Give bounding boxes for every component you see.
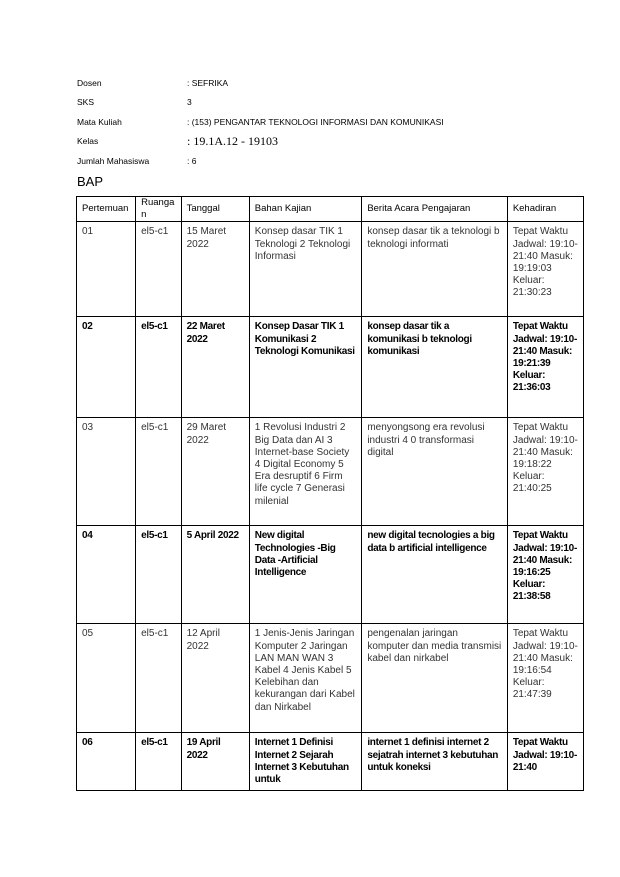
cell-berita: new digital tecnologies a big data b artificial intelligence [362, 526, 508, 624]
cell-berita: konsep dasar tik a teknologi b teknologi informati [362, 222, 508, 317]
jumlah-label: Jumlah Mahasiswa [77, 155, 150, 166]
course-info [77, 73, 587, 171]
table-row [77, 526, 584, 624]
cell-berita: pengenalan jaringan komputer dan media transmisi kabel dan nirkabel [362, 624, 508, 733]
cell-berita: internet 1 definisi internet 2 sejatrah internet 3 kebutuhan untuk koneksi [362, 733, 508, 791]
cell-bahan: Internet 1 Definisi Internet 2 Sejarah Internet 3 Kebutuhan untuk [249, 733, 362, 791]
table-row [77, 317, 584, 418]
cell-pertemuan: 02 [77, 317, 136, 418]
info-row-matkul [77, 112, 587, 132]
cell-kehadiran: Tepat Waktu Jadwal: 19:10-21:40 Masuk: 19:21:39 Keluar: 21:36:03 [507, 317, 583, 418]
header-kehadiran: Kehadiran [507, 197, 583, 222]
cell-ruangan: el5-c1 [136, 526, 181, 624]
table-header-row [77, 197, 584, 222]
jumlah-value: : 6 [187, 155, 197, 166]
cell-tanggal: 15 Maret 2022 [181, 222, 249, 317]
cell-tanggal: 22 Maret 2022 [181, 317, 249, 418]
cell-kehadiran: Tepat Waktu Jadwal: 19:10-21:40 [507, 733, 583, 791]
table-row [77, 222, 584, 317]
cell-tanggal: 12 April 2022 [181, 624, 249, 733]
header-ruangan: Ruangan [136, 197, 181, 222]
cell-kehadiran: Tepat Waktu Jadwal: 19:10-21:40 Masuk: 19:16:54 Keluar: 21:47:39 [507, 624, 583, 733]
cell-bahan: New digital Technologies -Big Data -Artificial Intelligence [249, 526, 362, 624]
header-bahan-kajian: Bahan Kajian [249, 197, 362, 222]
table-row [77, 733, 584, 791]
cell-ruangan: el5-c1 [136, 418, 181, 526]
header-tanggal: Tanggal [181, 197, 249, 222]
matkul-label: Mata Kuliah [77, 116, 122, 127]
kelas-label: Kelas [77, 136, 99, 147]
bap-title: BAP [77, 174, 104, 189]
info-row-kelas [77, 132, 587, 152]
cell-bahan: 1 Revolusi Industri 2 Big Data dan AI 3 Internet-base Society 4 Digital Economy 5 Era desruptif 6 Firm life cycle 7 Generasi milenial [249, 418, 362, 526]
sks-value: 3 [187, 97, 192, 108]
cell-tanggal: 19 April 2022 [181, 733, 249, 791]
matkul-value: : (153) PENGANTAR TEKNOLOGI INFORMASI DAN KOMUNIKASI [187, 116, 444, 127]
cell-berita: konsep dasar tik a komunikasi b teknologi komunikasi [362, 317, 508, 418]
cell-pertemuan: 04 [77, 526, 136, 624]
cell-tanggal: 5 April 2022 [181, 526, 249, 624]
cell-bahan: Konsep Dasar TIK 1 Komunikasi 2 Teknologi Komunikasi [249, 317, 362, 418]
kelas-value: : 19.1A.12 - 19103 [187, 133, 278, 148]
cell-ruangan: el5-c1 [136, 317, 181, 418]
bap-table [76, 196, 584, 791]
cell-pertemuan: 06 [77, 733, 136, 791]
header-pertemuan: Pertemuan [77, 197, 136, 222]
table-row [77, 624, 584, 733]
cell-berita: menyongsong era revolusi industri 4 0 transformasi digital [362, 418, 508, 526]
cell-kehadiran: Tepat Waktu Jadwal: 19:10-21:40 Masuk: 19:16:25 Keluar: 21:38:58 [507, 526, 583, 624]
cell-pertemuan: 01 [77, 222, 136, 317]
dosen-value: : SEFRIKA [187, 77, 229, 88]
cell-pertemuan: 05 [77, 624, 136, 733]
cell-bahan: Konsep dasar TIK 1 Teknologi 2 Teknologi Informasi [249, 222, 362, 317]
dosen-label: Dosen [77, 77, 102, 88]
cell-ruangan: el5-c1 [136, 733, 181, 791]
cell-tanggal: 29 Maret 2022 [181, 418, 249, 526]
cell-ruangan: el5-c1 [136, 624, 181, 733]
cell-bahan: 1 Jenis-Jenis Jaringan Komputer 2 Jaringan LAN MAN WAN 3 Kabel 4 Jenis Kabel 5 Kelebihan dan kekurangan dari Kabel dan Nirkabel [249, 624, 362, 733]
cell-ruangan: el5-c1 [136, 222, 181, 317]
table-row [77, 418, 584, 526]
info-row-dosen [77, 73, 587, 93]
info-row-sks [77, 93, 587, 113]
info-row-jumlah [77, 151, 587, 171]
cell-kehadiran: Tepat Waktu Jadwal: 19:10-21:40 Masuk: 19:19:03 Keluar: 21:30:23 [507, 222, 583, 317]
header-berita-acara: Berita Acara Pengajaran [362, 197, 508, 222]
cell-kehadiran: Tepat Waktu Jadwal: 19:10-21:40 Masuk: 19:18:22 Keluar: 21:40:25 [507, 418, 583, 526]
cell-pertemuan: 03 [77, 418, 136, 526]
sks-label: SKS [77, 97, 95, 108]
